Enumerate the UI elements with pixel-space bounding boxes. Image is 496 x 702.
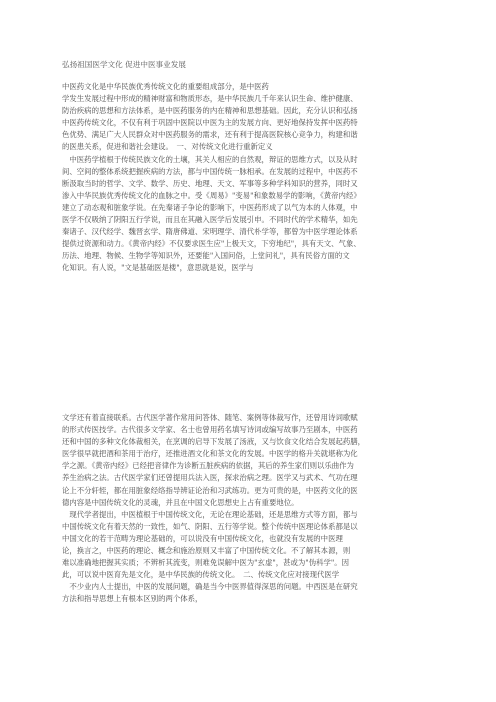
- body-text-line: 的形式传医技学。古代很多文学家、名士也曾用药名填写诗词或编写故事乃至剧本，中医药: [62, 425, 358, 435]
- body-text-line: 防治疾病的思想和方法体系，是中医药服务的内在精神和思想基础。因此，充分认识和弘扬: [62, 106, 358, 116]
- body-text-line: 难以准确地把握其实质；不辨析其流变，则难免误解中医为"玄虚"，甚或为"伪科学"。因: [62, 558, 350, 568]
- body-text-line: 医学很早就把酒和茶用于治疗，还推进酒文化和茶文化的发展。中医学的格升关就堪称为化: [62, 449, 358, 459]
- body-text-line: 渗入中华民族优秀传统文化的血脉之中。受《周易》"变易"和象数易学的影响，《黄帝内经》: [62, 190, 361, 200]
- body-text-line: 建立了动态观和脏象学说。在先秦诸子争论的影响下，中医药形成了以气为本的人体观，中: [62, 202, 358, 212]
- body-text-line: 医学不仅吸纳了阴阳五行学说，而且在其融入医学后发展引申。不同时代的学术精华，如先: [62, 215, 358, 225]
- body-text-line: 方法和指导思想上有根本区别的两个体系，: [62, 594, 203, 604]
- body-text-line: 现代学者提出，中医植根于中国传统文化，无论在理论基础，还是思维方式等方面，都与: [62, 509, 358, 519]
- body-text-line: 此，可以说中医育先是文化，是中华民族的传统文化。 二、传统文化应对接现代医学: [62, 570, 340, 580]
- body-text-line: 论，换言之，中医药的理论、概念和施治原则又丰富了中国传统文化。不了解其本源，则: [62, 546, 351, 556]
- body-text-line: 不少业内人士提出，中医的发展问题，确是当今中医界值得深思的问题。中西医是在研究: [62, 582, 358, 592]
- document-title: 弘扬祖国医学文化 促进中医事业发展: [62, 60, 186, 69]
- body-text-line: 中医药传统文化，不仅有利于巩固中医院以中医为主的发展方向、更好地保持发挥中医药特: [62, 118, 358, 128]
- body-text-line: 色优势、满足广大人民群众对中医药服务的需求，还有利于提高医院核心竞争力，构建和谐: [62, 130, 358, 140]
- body-text-block-1: [62, 81, 438, 275]
- body-text-line: 中国文化的若干范畴为理论基础的，可以说没有中国传统文化，也就没有发展的中医理: [62, 533, 343, 543]
- body-text-line: 养生治病之法。古代医学家们还曾提用兵法入医，探求治病之理。医学又与武术、气功在理: [62, 473, 358, 483]
- body-text-line: 间、空间的整体系统把握疾病的方法，都与中国传统一脉相承。在发展的过程中，中医药不: [62, 166, 358, 176]
- body-text-line: 的医患关系，促进和谐社会建设。 一、对传统文化进行重新定义: [62, 142, 273, 152]
- body-text-block-2: [62, 412, 438, 606]
- body-text-line: 文学还有着直接联系。古代医学著作常用问答体、随笔、案例等体裁写作，还曾用诗词歌赋: [62, 413, 358, 422]
- body-text-line: 还和中国的多种文化体裁相关，在烹调的启导下发展了汤液，又与饮食文化结合发展起药膳，: [62, 437, 366, 447]
- body-text-line: 化知识。有人说，"文是基础医是楼"，意思就是说，医学与: [62, 263, 254, 273]
- body-text-line: 学之源。《黄帝内经》已经把音律作为诊断五脏疾病的依据，其后的养生家们则以乐曲作为: [62, 461, 354, 471]
- body-text-line: 提供过资源和动力。《黄帝内经》不仅要求医生应"上极天文，下穷地纪"，具有天文、气象、: [62, 239, 361, 249]
- body-text-line: 中国传统文化有着天然的一致性，如气、阴阳、五行等学说。整个传统中医理论体系都是以: [62, 521, 358, 531]
- body-text-line: 中医药学植根于传统民族文化的土壤，其关人相应的自然观，辩证的思维方式，以及从时: [62, 154, 358, 164]
- body-text-line: 历法、地理、物候、生物学等知识外，还要能"入国问俗，上堂问礼"，具有民俗方面的文: [62, 251, 350, 261]
- body-text-line: 学发生发展过程中形成的精神财富和物质形态，是中华民族几千年来认识生命、维护健康、: [62, 94, 358, 104]
- body-text-line: 秦诸子、汉代经学、魏晋玄学、隋唐佛道、宋明理学、清代朴学等，都曾为中医学理论体系: [62, 227, 358, 237]
- body-text-line: 论上不分轩轾，都在用脏象经络指导辨证论治和习武练功。更为可贵的是，中医药文化的医: [62, 485, 358, 495]
- body-text-line: 德内容是中国传统文化的灵魂，并且在中国文化思想史上占有重要地位。: [62, 497, 299, 507]
- body-text-line: 断汲取当时的哲学、文学、数学、历史、地理、天文、军事等多种学科知识的营养，同时又: [62, 178, 358, 188]
- body-text-line: 中医药文化是中华民族优秀传统文化的重要组成部分，是中医药: [62, 82, 269, 91]
